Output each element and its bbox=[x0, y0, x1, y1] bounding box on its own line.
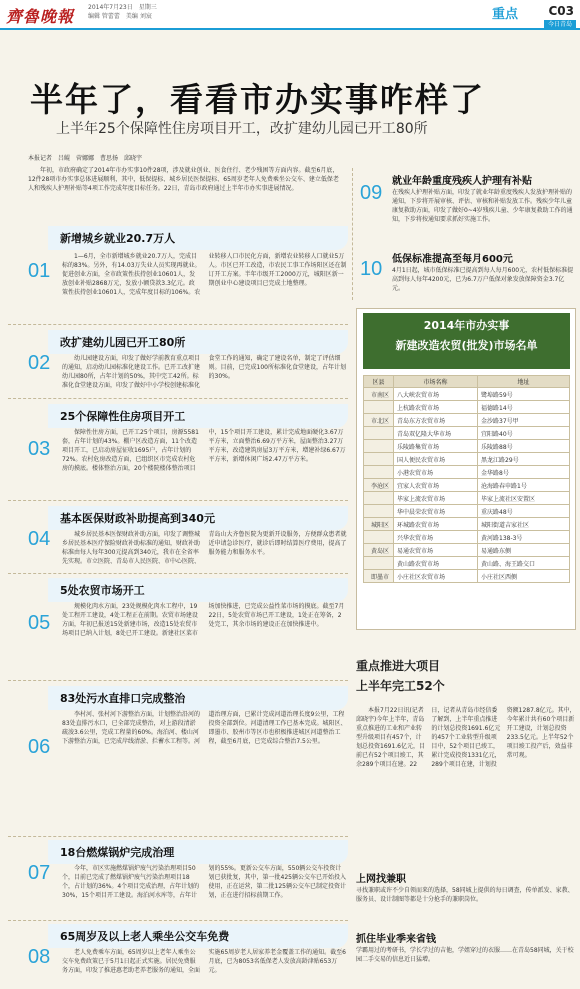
item-title: 新增城乡就业20.7万人 bbox=[60, 232, 176, 245]
table-cell: 乐陵路88号 bbox=[478, 440, 570, 453]
item-body: 今年，市区实施燃煤锅炉废气污染治理项目50个，目前已完成了燃煤锅炉废气污染治理项目18个，占计划的36%。4个项目完成治理，占年计划的30%，15个项目开工建设。海泊河水库等，占年计划的55%。更新公交车方面，550辆公交车投资计划已获批复，其中，第一批425辆公交车已开始投入使用，正在运营，第二批125辆公交车已制定投资计划，正在进行招标前期工作。 bbox=[62, 865, 346, 899]
item-body: 1—6月，全市新增城乡就业20.7万人，完成目标的83%。另外，有14.03万失业人员实现再就业。促进创业方面，全市政策性扶持创业10601人，发放创业补贴2868万元，发放小额贷款3.3亿元。政策性扶持创业10601人，完成年度目标的106%。农业转移人口市民化方面，新增农业转移人口就业5万人。市区已开工改造，市农民工事工作场阳区还在制订开工方案。半年市级开工2000万元，城阳区新一期创业中心建设项目已完成土地整理。 bbox=[62, 253, 347, 296]
table-cell: 福德路14号 bbox=[478, 401, 570, 414]
table-row bbox=[364, 505, 570, 518]
table-cell bbox=[364, 453, 394, 466]
table-header: 地址 bbox=[478, 376, 570, 388]
issue-meta bbox=[88, 3, 208, 21]
item-body: 保障性住房方面，已开工25个项目，房源5581套，占年计划的43%。棚户区改造方面，11个改造项目开工，已启动房屋征收1695户，占年计划的72%。农村危房改造方面，已组织区市完成农村危房的摸底。楼体整治方面，20个楼院楼体整治项目中，15个项目开工建设，累计完成地面硬化3.67万平方米，立面整治6.69万平方米，屋面整治3.27万平方米，改造建筑房屋3万平方米，增建补绿6.67万平方米，新增休闲广场2.47万平方米。 bbox=[62, 429, 346, 472]
item-title: 18台燃煤锅炉完成治理 bbox=[60, 846, 175, 859]
masthead-logo: 齊魯晚報 bbox=[6, 7, 75, 26]
issue-date: 2014年7月23日 星期三 bbox=[88, 4, 157, 11]
table-row bbox=[364, 401, 570, 414]
table-cell: 沧海路春申路1号 bbox=[478, 479, 570, 492]
table-cell bbox=[364, 440, 394, 453]
item-number: 04 bbox=[28, 528, 51, 550]
table-cell: 环城路农贸市场 bbox=[394, 518, 478, 531]
table-cell: 黄山路、海王路交口 bbox=[478, 557, 570, 570]
feature-body: 本报7月22日讯(记者 邱晓宇)今年上半年，青岛重点推进的工业和产业转型升级项目有457个，计划总投资1691.6亿元，目前已有52个项目竣工，其余289个项目在建。22日，记者从青岛市经信委了解到，上半年重点推进的计划总投资1691.6亿元的457个工业转型升级项目中，52个项目已竣工，累计完成投资1331亿元，289个项目在建，计划投资额1287.8亿元。其中，今年累计共有60个项目新开工建设，计划总投资233.5亿元。上半年52个项目竣工投产后，效益非常可观。 bbox=[356, 707, 576, 768]
market-list-title: 新建改造农贸(批发)市场名单 bbox=[395, 339, 538, 352]
table-cell bbox=[364, 505, 394, 518]
table-cell: 鹭埠路59号 bbox=[478, 388, 570, 401]
item-body: 规模化肉水方面，23处规模化肉水工程中，19处工程开工建设，4处工程正在前期。农贸市场建设方面，年初已报送15处新建市场，改造15处农贸市场项目已纳入计划，8处已开工建设。新建社区菜市场加快推进，已完成公益性菜市场的摸底。截至7月22日，5处农贸市场已开工建设，1处正在筹备，2处完工，其余市场的建设正在加快推进中。 bbox=[62, 603, 345, 637]
table-cell: 金华路8号 bbox=[478, 466, 570, 479]
item-title: 改扩建幼儿园已开工80所 bbox=[60, 336, 186, 349]
table-cell: 城阳街道吉家社区 bbox=[478, 518, 570, 531]
table-header: 区县 bbox=[364, 376, 394, 388]
item-number: 08 bbox=[28, 946, 51, 968]
table-cell: 国人便民农贸市场 bbox=[394, 453, 478, 466]
table-cell: 金沙路37号甲 bbox=[478, 414, 570, 427]
item-title: 83处污水直排口完成整治 bbox=[60, 692, 186, 705]
table-header: 市场名称 bbox=[394, 376, 478, 388]
table-cell: 小庄社区西侧 bbox=[478, 570, 570, 583]
table-cell bbox=[364, 401, 394, 414]
table-cell: 毕家上流农贸市场 bbox=[394, 492, 478, 505]
item-10-body: 4月1日起，城市低保标准已提高到每人每月600元，农村低保标准提高到每人每年4200元，已为6.7万户低保对象发放保障资金3.7亿元。 bbox=[392, 267, 574, 292]
table-cell: 青岛双亿隆大华市场 bbox=[394, 427, 478, 440]
lead-paragraph: 年初，市政府确定了2014年市办实事10件28项，涉及就业创业、医食住行、老少残困等方面内容。截至6月底，12件28项市办实事总体进展顺利，其中，低保提标、城乡居民医保提标、65周岁老年人免费乘坐公交车、建立低保老人和残疾人护理补贴等4项工作完成年度目标任务。22日，青岛市政府通过上半年市办实事进展情况。 bbox=[28, 167, 339, 192]
table-row bbox=[364, 440, 570, 453]
item-title: 25个保障性住房项目开工 bbox=[60, 410, 186, 423]
table-cell: 青岛东方农贸市场 bbox=[394, 414, 478, 427]
table-cell: 宜家人农贸市场 bbox=[394, 479, 478, 492]
item-09-body: 在残疾人护理补贴方面，印发了就业年龄重度残疾人发放护理补贴的通知，下步将开展审核、评估、审核和补贴发放工作。残疾少年儿童康复救助方面，印发了做好0~4岁残疾儿童、少年康复救助工作的通知，下步将按通知要求抓好实施工作。 bbox=[392, 189, 573, 223]
item-number: 05 bbox=[28, 612, 51, 634]
item-number: 07 bbox=[28, 862, 51, 884]
market-list-header bbox=[363, 313, 570, 369]
table-cell: 八大峡农贸市场 bbox=[394, 388, 478, 401]
table-cell: 城阳区 bbox=[364, 518, 394, 531]
table-cell: 即墨市 bbox=[364, 570, 394, 583]
item-09-number: 09 bbox=[360, 182, 383, 204]
market-list-year: 2014年市办实事 bbox=[423, 319, 510, 332]
item-body: 城乡居民基本医保财政补助方面，印发了调整城乡居民基本医疗保险财政补助标准的通知，财政补助标准由每人每年300元提高到340元，我市在全省率先实现。市立医院、青岛市人民医院、市中心医院、青岛山大齐鲁医院为更新开设服务，方便群众患者就近申请急诊医疗，就诊后即时结算医疗费用，提高了服务能力和服务水平。 bbox=[62, 531, 347, 565]
side-title-2: 抓住毕业季来省钱 bbox=[356, 934, 436, 945]
table-cell bbox=[364, 531, 394, 544]
table-cell: 小港农贸市场 bbox=[394, 466, 478, 479]
table-row bbox=[364, 388, 570, 401]
item-title: 65周岁及以上老人乘坐公交车免费 bbox=[60, 930, 230, 943]
table-cell: 易通路东侧 bbox=[478, 544, 570, 557]
market-list-box bbox=[356, 308, 576, 630]
table-cell: 李沧区 bbox=[364, 479, 394, 492]
table-cell: 黄岛区 bbox=[364, 544, 394, 557]
page-number: C03 bbox=[548, 4, 574, 18]
table-cell: 易通农贸市场 bbox=[394, 544, 478, 557]
section-sub: 今日青岛 bbox=[544, 20, 576, 29]
table-cell: 宜阳路40号 bbox=[478, 427, 570, 440]
headline: 半年了，看看市办实事咋样了 bbox=[30, 80, 485, 119]
table-cell: 黄山路农贸市场 bbox=[394, 557, 478, 570]
table-row bbox=[364, 414, 570, 427]
item-number: 06 bbox=[28, 736, 51, 758]
item-number: 01 bbox=[28, 260, 51, 282]
item-title: 5处农贸市场开工 bbox=[60, 584, 145, 597]
table-cell bbox=[364, 557, 394, 570]
page-header bbox=[0, 0, 580, 30]
table-row bbox=[364, 492, 570, 505]
table-cell: 小庄社区农贸市场 bbox=[394, 570, 478, 583]
table-cell: 毕家上流社区安置区 bbox=[478, 492, 570, 505]
table-row bbox=[364, 466, 570, 479]
byline: 本报记者 吕鲲 菅娜娜 曹思扬 邱晓宇 bbox=[28, 155, 143, 162]
feature-title: 重点推进大项目 上半年完工52个 bbox=[356, 659, 445, 693]
table-row bbox=[364, 570, 570, 583]
table-cell: 华中晨荣农贸市场 bbox=[394, 505, 478, 518]
item-body: 幼儿园建设方面，印发了做好学前教育重点项目的通知，启动幼儿园标准化建设工作。已开工改扩建幼儿园80所，占年计划的50%，其中完工42所。标准化食堂建设方面，印发了做好中小学校创建标准化食堂工作的通知，确定了建设名单，制定了评估细则。目前，已完成100所标准化食堂建设，占年计划的30%。 bbox=[62, 355, 346, 389]
item-number: 03 bbox=[28, 438, 51, 460]
table-cell: 重庆路48号 bbox=[478, 505, 570, 518]
section-box bbox=[492, 0, 580, 30]
item-body: 李村河、张村河下游整治方面，计划整治沿河的83处直排污水口，已全部完成整治，对上游段清淤疏浚3.6公里，完成工程量的60%。海泊河、楼山河下游整治方面，已完成岸线清淤、拦蓄水工程等。河道治理方面，已累计完成河道治理长度9公里，工程投资全部到位。河道清理工作已基本完成。城阳区、即墨市、胶州市等区市也积极推进城区河道整治工程，截至6月底，已完成综合整治7.5公里。 bbox=[62, 711, 347, 745]
item-body: 老人免费乘车方面，65周岁以上老年人乘坐公交车免费政策已于5月1日起正式实施。居民免费服务方面，印发了推进惠老助老养老服务的通知，全面实施65周岁老人居家养老金覆盖工作的通知。截至6月底，已为8053名低保老人发放高龄津贴653万元。 bbox=[62, 949, 346, 974]
table-row bbox=[364, 531, 570, 544]
table-cell bbox=[364, 427, 394, 440]
side-body-2: 学霸用过的考研书，学长学过的吉他，学姐穿过的衣服……在青岛58同城，关于校园二手交易的信息近日猛增。 bbox=[356, 947, 574, 963]
table-cell bbox=[364, 466, 394, 479]
table-cell: 黑龙江路29号 bbox=[478, 453, 570, 466]
table-cell: 乐陵路集贸市场 bbox=[394, 440, 478, 453]
table-cell: 黄河路138-3号 bbox=[478, 531, 570, 544]
item-title: 基本医保财政补助提高到340元 bbox=[60, 512, 215, 525]
table-row bbox=[364, 453, 570, 466]
table-row bbox=[364, 544, 570, 557]
subheadline: 上半年25个保障性住房项目开工，改扩建幼儿园已开工80所 bbox=[56, 121, 428, 137]
item-number: 02 bbox=[28, 352, 51, 374]
table-cell: 市北区 bbox=[364, 414, 394, 427]
table-cell: 兴华农贸市场 bbox=[394, 531, 478, 544]
item-10-number: 10 bbox=[360, 258, 383, 280]
section-name: 重点 bbox=[492, 7, 519, 22]
side-body-1: 寻找兼职或许不少自领而来的选择，58同城上提供的每日调查，传单派发、家教、服务员、设计制图等都是十分抢手的兼职岗位。 bbox=[356, 887, 574, 903]
side-title-1: 上网找兼职 bbox=[356, 874, 406, 885]
editor-credit: 编辑 管蕾蕾 美编 刘宸 bbox=[88, 13, 152, 20]
table-row bbox=[364, 427, 570, 440]
table-cell bbox=[364, 492, 394, 505]
table-cell: 上杭路农贸市场 bbox=[394, 401, 478, 414]
table-row bbox=[364, 518, 570, 531]
item-10-title: 低保标准提高至每月600元 bbox=[392, 254, 513, 265]
table-cell: 市南区 bbox=[364, 388, 394, 401]
item-09-title: 就业年龄重度残疾人护理有补贴 bbox=[392, 176, 532, 187]
table-row bbox=[364, 479, 570, 492]
market-table bbox=[363, 375, 570, 583]
table-row bbox=[364, 557, 570, 570]
